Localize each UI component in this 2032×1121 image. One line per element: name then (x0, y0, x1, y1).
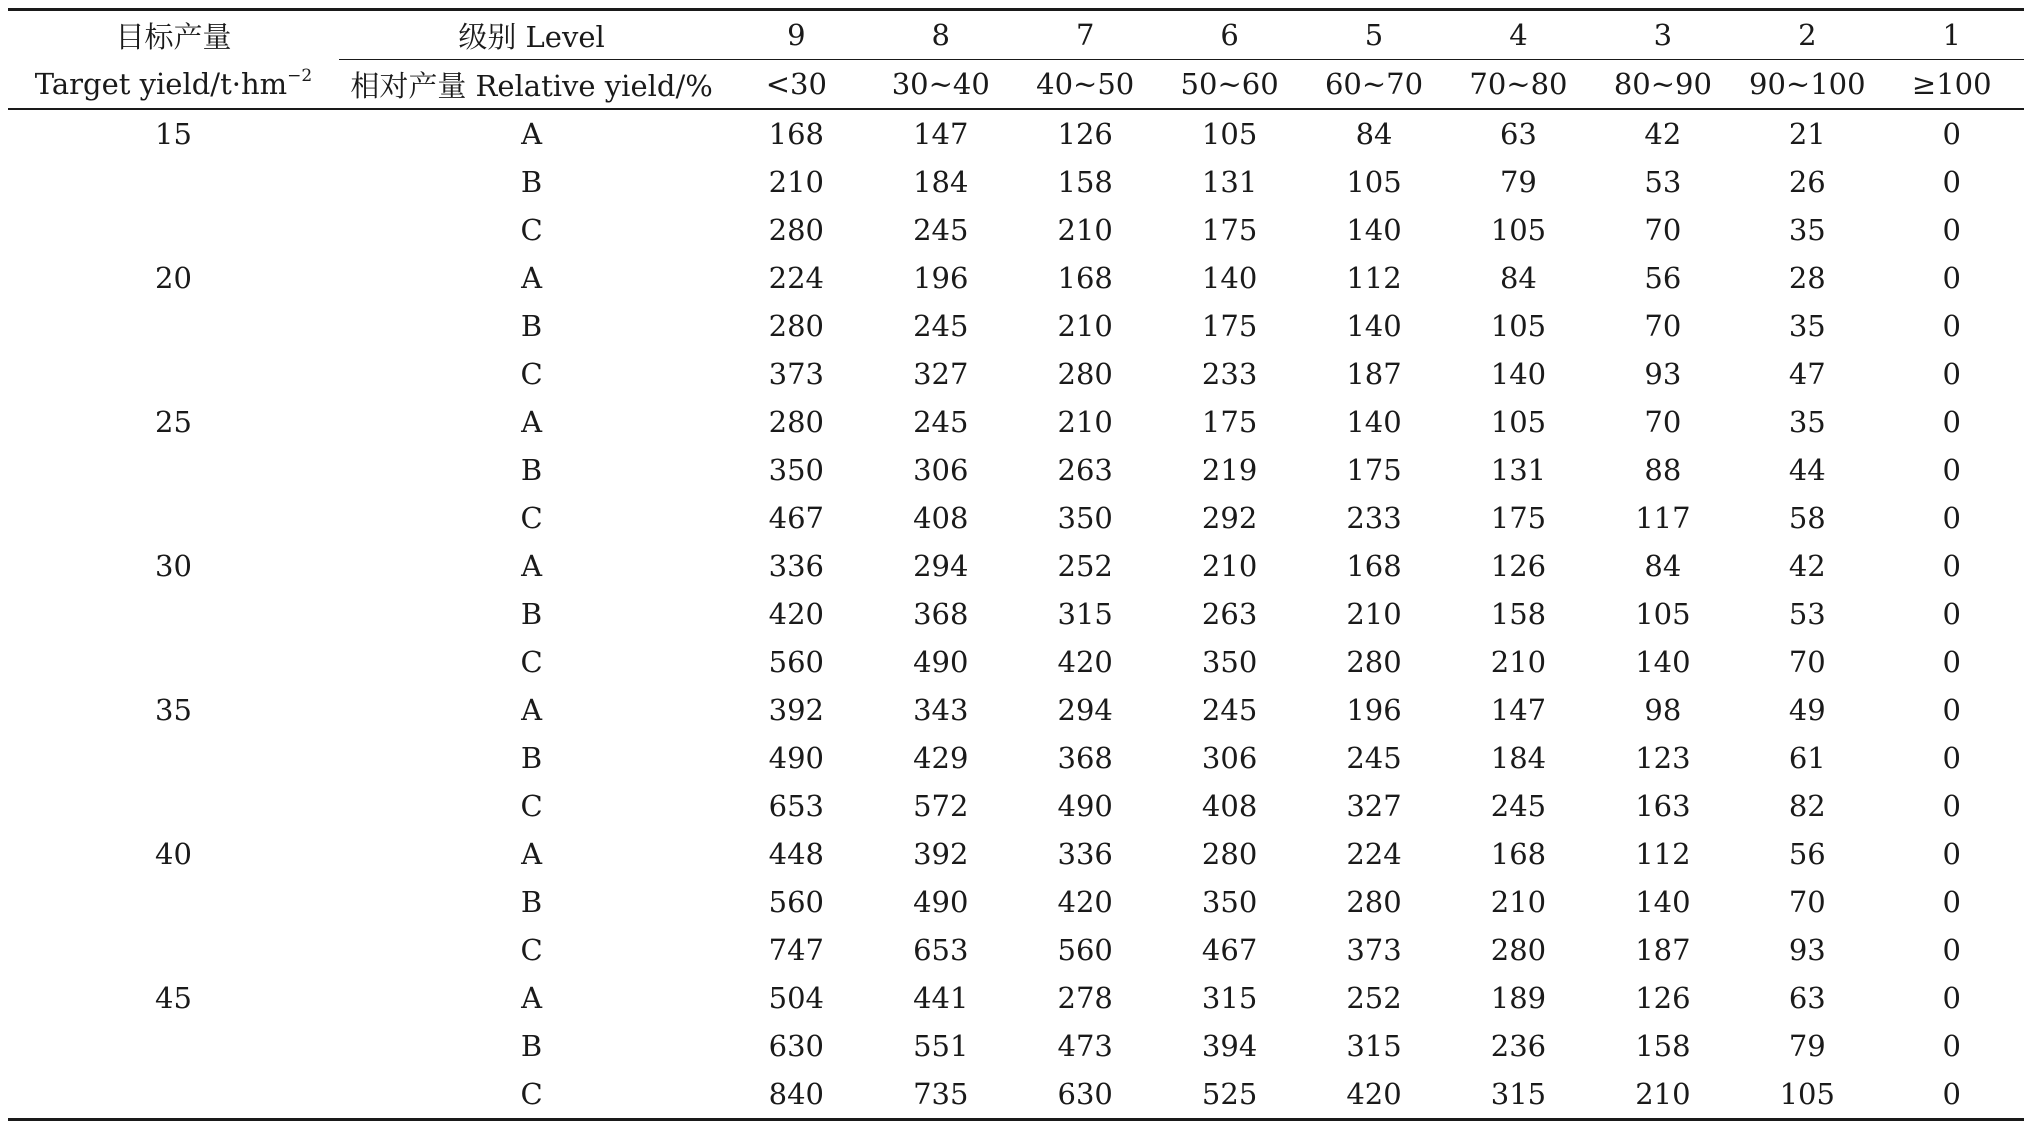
cell-value: 327 (1346, 789, 1402, 823)
cell-value: 233 (1346, 501, 1402, 535)
table-row (8, 158, 2024, 206)
cell-value: 105 (1490, 213, 1547, 247)
cell-target-yield: 40 (155, 837, 192, 871)
cell-value: 53 (1644, 165, 1682, 199)
cell-value: 224 (768, 261, 825, 295)
cell-value: 168 (1490, 837, 1547, 871)
cell-value: 350 (1201, 885, 1258, 919)
cell-value: 280 (768, 405, 825, 439)
cell-value: 245 (1346, 741, 1402, 775)
cell-value: 0 (1942, 645, 1961, 679)
cell-target-yield (8, 590, 339, 638)
cell-value: 28 (1788, 261, 1826, 295)
cell-value: 105 (1735, 1070, 1879, 1120)
cell-value: 112 (1346, 261, 1402, 295)
cell-value: 0 (1942, 453, 1961, 487)
cell-value: 245 (1490, 789, 1547, 823)
cell-grade: A (521, 549, 543, 583)
header-range: <30 (724, 60, 868, 110)
cell-value: 56 (1788, 837, 1826, 871)
cell-target-yield (8, 494, 339, 542)
cell-value: 0 (1942, 693, 1961, 727)
cell-value: 79 (1788, 1029, 1826, 1063)
cell-value: 140 (1635, 645, 1691, 679)
cell-value: 210 (1057, 309, 1113, 343)
cell-value: 187 (1635, 933, 1691, 967)
header-target-cn: 目标产量 (8, 10, 339, 60)
cell-value: 189 (1490, 981, 1547, 1015)
cell-value: 105 (1346, 165, 1402, 199)
cell-value: 420 (1057, 645, 1113, 679)
cell-value: 175 (1346, 453, 1402, 487)
table-row (8, 926, 2024, 974)
cell-value: 560 (768, 645, 825, 679)
cell-target-yield (8, 158, 339, 206)
cell-value: 210 (768, 165, 825, 199)
table-row (8, 590, 2024, 638)
cell-target-yield (8, 206, 339, 254)
cell-value: 473 (1057, 1029, 1113, 1063)
cell-value: 420 (1302, 1070, 1446, 1120)
cell-value: 187 (1346, 357, 1402, 391)
table-row (8, 830, 2024, 878)
cell-value: 105 (1490, 309, 1547, 343)
cell-value: 306 (913, 453, 969, 487)
header-row-levels (8, 10, 2024, 60)
header-range: 30~40 (869, 60, 1013, 110)
cell-value: 70 (1644, 405, 1682, 439)
cell-target-yield: 45 (155, 981, 192, 1015)
header-row-ranges (8, 60, 2024, 110)
cell-value: 35 (1788, 213, 1826, 247)
cell-value: 158 (1057, 165, 1113, 199)
cell-value: 280 (1346, 885, 1402, 919)
cell-value: 210 (1490, 885, 1547, 919)
cell-value: 105 (1490, 405, 1547, 439)
cell-value: 292 (1201, 501, 1258, 535)
cell-target-yield (8, 926, 339, 974)
cell-grade: B (520, 453, 543, 487)
cell-grade: C (520, 789, 543, 823)
table-row (8, 206, 2024, 254)
cell-value: 233 (1201, 357, 1258, 391)
cell-value: 93 (1788, 933, 1826, 967)
cell-value: 278 (1057, 981, 1113, 1015)
table-row (8, 302, 2024, 350)
cell-value: 373 (1346, 933, 1402, 967)
header-range: 70~80 (1446, 60, 1590, 110)
cell-value: 0 (1942, 213, 1961, 247)
cell-grade: A (521, 261, 543, 295)
cell-value: 504 (768, 981, 825, 1015)
cell-value: 70 (1788, 885, 1826, 919)
cell-value: 175 (1490, 501, 1547, 535)
cell-grade: B (520, 597, 543, 631)
cell-value: 653 (913, 933, 969, 967)
cell-value: 140 (1346, 213, 1402, 247)
table-row (8, 974, 2024, 1022)
table-header (8, 10, 2024, 110)
cell-value: 0 (1942, 357, 1961, 391)
cell-value: 158 (1635, 1029, 1691, 1063)
cell-value: 184 (913, 165, 969, 199)
cell-value: 315 (1346, 1029, 1402, 1063)
header-level: 9 (724, 10, 868, 60)
cell-value: 84 (1355, 117, 1393, 151)
table-row (8, 1070, 2024, 1120)
cell-value: 210 (1490, 645, 1547, 679)
cell-value: 0 (1880, 1070, 2025, 1120)
cell-value: 0 (1942, 261, 1961, 295)
cell-target-yield: 25 (155, 405, 192, 439)
cell-grade: C (339, 1070, 724, 1120)
cell-grade: A (521, 837, 543, 871)
cell-value: 280 (768, 309, 825, 343)
fertilizer-table (8, 8, 2024, 1121)
cell-value: 490 (913, 885, 969, 919)
cell-value: 245 (1201, 693, 1258, 727)
cell-value: 210 (1057, 405, 1113, 439)
cell-value: 168 (1057, 261, 1113, 295)
cell-value: 47 (1788, 357, 1826, 391)
cell-value: 0 (1942, 405, 1961, 439)
cell-value: 224 (1346, 837, 1402, 871)
cell-value: 315 (1446, 1070, 1590, 1120)
header-range: ≥100 (1880, 60, 2025, 110)
table-row (8, 350, 2024, 398)
cell-grade: B (520, 1029, 543, 1063)
cell-value: 63 (1499, 117, 1537, 151)
cell-value: 82 (1788, 789, 1826, 823)
cell-value: 420 (768, 597, 825, 631)
cell-value: 467 (768, 501, 825, 535)
cell-value: 467 (1201, 933, 1258, 967)
header-level: 5 (1302, 10, 1446, 60)
table-row (8, 878, 2024, 926)
cell-value: 58 (1788, 501, 1826, 535)
cell-target-yield (8, 350, 339, 398)
cell-value: 93 (1644, 357, 1682, 391)
cell-value: 105 (1201, 117, 1258, 151)
cell-grade: C (520, 213, 543, 247)
cell-target-yield (8, 1070, 339, 1120)
cell-value: 175 (1201, 309, 1258, 343)
cell-value: 560 (768, 885, 825, 919)
cell-value: 653 (768, 789, 825, 823)
cell-value: 306 (1201, 741, 1258, 775)
cell-value: 117 (1635, 501, 1691, 535)
cell-value: 126 (1057, 117, 1113, 151)
header-level: 8 (869, 10, 1013, 60)
cell-value: 429 (913, 741, 969, 775)
cell-value: 408 (913, 501, 969, 535)
cell-value: 336 (768, 549, 825, 583)
header-relative-label: 相对产量 Relative yield/% (339, 60, 724, 110)
cell-value: 210 (1201, 549, 1258, 583)
cell-value: 0 (1942, 933, 1961, 967)
header-range: 60~70 (1302, 60, 1446, 110)
cell-value: 21 (1788, 117, 1826, 151)
cell-value: 490 (913, 645, 969, 679)
cell-value: 490 (768, 741, 825, 775)
cell-value: 140 (1346, 309, 1402, 343)
cell-value: 42 (1788, 549, 1826, 583)
cell-target-yield (8, 446, 339, 494)
cell-value: 327 (913, 357, 969, 391)
cell-grade: A (521, 117, 543, 151)
cell-value: 236 (1490, 1029, 1547, 1063)
cell-value: 140 (1346, 405, 1402, 439)
cell-value: 44 (1788, 453, 1826, 487)
cell-value: 420 (1057, 885, 1113, 919)
cell-target-yield (8, 878, 339, 926)
cell-value: 126 (1635, 981, 1691, 1015)
cell-grade: A (521, 693, 543, 727)
cell-value: 0 (1942, 741, 1961, 775)
cell-value: 294 (913, 549, 969, 583)
cell-grade: C (520, 357, 543, 391)
cell-value: 131 (1490, 453, 1547, 487)
header-range: 50~60 (1157, 60, 1301, 110)
cell-value: 394 (1201, 1029, 1258, 1063)
cell-value: 280 (768, 213, 825, 247)
cell-value: 61 (1788, 741, 1826, 775)
cell-value: 368 (913, 597, 969, 631)
cell-value: 294 (1057, 693, 1113, 727)
cell-grade: A (521, 405, 543, 439)
header-level: 4 (1446, 10, 1590, 60)
cell-value: 441 (913, 981, 969, 1015)
cell-target-yield: 30 (155, 549, 192, 583)
table-row (8, 542, 2024, 590)
cell-grade: C (520, 933, 543, 967)
cell-value: 42 (1644, 117, 1682, 151)
cell-value: 0 (1942, 549, 1961, 583)
cell-value: 123 (1635, 741, 1691, 775)
cell-value: 126 (1490, 549, 1547, 583)
cell-value: 525 (1157, 1070, 1301, 1120)
cell-value: 168 (1346, 549, 1402, 583)
cell-target-yield (8, 638, 339, 686)
cell-value: 368 (1057, 741, 1113, 775)
cell-target-yield (8, 1022, 339, 1070)
cell-value: 315 (1057, 597, 1113, 631)
cell-value: 350 (768, 453, 825, 487)
cell-value: 572 (913, 789, 969, 823)
cell-value: 0 (1942, 885, 1961, 919)
cell-value: 35 (1788, 405, 1826, 439)
cell-value: 63 (1788, 981, 1826, 1015)
cell-value: 630 (768, 1029, 825, 1063)
table-row (8, 638, 2024, 686)
cell-value: 70 (1788, 645, 1826, 679)
cell-target-yield (8, 782, 339, 830)
cell-value: 747 (768, 933, 825, 967)
header-target-en-sup: −2 (287, 65, 313, 86)
table-row (8, 446, 2024, 494)
cell-grade: A (521, 981, 543, 1015)
cell-grade: B (520, 885, 543, 919)
cell-value: 252 (1057, 549, 1113, 583)
table-row (8, 398, 2024, 446)
cell-value: 280 (1201, 837, 1258, 871)
cell-value: 53 (1788, 597, 1826, 631)
cell-value: 245 (913, 405, 969, 439)
cell-value: 408 (1201, 789, 1258, 823)
cell-value: 0 (1942, 789, 1961, 823)
cell-value: 140 (1201, 261, 1258, 295)
cell-value: 210 (1057, 213, 1113, 247)
cell-grade: B (520, 165, 543, 199)
cell-value: 147 (1490, 693, 1547, 727)
header-range: 90~100 (1735, 60, 1879, 110)
cell-value: 112 (1635, 837, 1691, 871)
cell-value: 35 (1788, 309, 1826, 343)
cell-value: 0 (1942, 501, 1961, 535)
header-range: 80~90 (1591, 60, 1735, 110)
cell-value: 147 (913, 117, 969, 151)
cell-value: 88 (1644, 453, 1682, 487)
cell-value: 280 (1490, 933, 1547, 967)
cell-value: 263 (1201, 597, 1258, 631)
cell-value: 343 (913, 693, 969, 727)
cell-value: 26 (1788, 165, 1826, 199)
cell-value: 105 (1635, 597, 1691, 631)
table-row (8, 109, 2024, 158)
cell-value: 630 (1013, 1070, 1157, 1120)
cell-value: 560 (1057, 933, 1113, 967)
cell-value: 0 (1942, 309, 1961, 343)
cell-value: 49 (1788, 693, 1826, 727)
cell-value: 196 (1346, 693, 1402, 727)
cell-value: 131 (1201, 165, 1258, 199)
table-row (8, 254, 2024, 302)
cell-grade: C (520, 645, 543, 679)
cell-value: 252 (1346, 981, 1402, 1015)
cell-value: 175 (1201, 405, 1258, 439)
header-target-en-text: Target yield/t·hm (34, 66, 288, 101)
table-row (8, 686, 2024, 734)
cell-value: 735 (869, 1070, 1013, 1120)
header-target-en (8, 60, 339, 110)
cell-value: 140 (1490, 357, 1547, 391)
cell-grade: B (520, 309, 543, 343)
header-level-label: 级别 Level (339, 10, 724, 60)
cell-value: 140 (1635, 885, 1691, 919)
table-row (8, 494, 2024, 542)
cell-value: 315 (1201, 981, 1258, 1015)
cell-value: 373 (768, 357, 825, 391)
table-row (8, 1022, 2024, 1070)
cell-value: 0 (1942, 117, 1961, 151)
cell-value: 219 (1201, 453, 1258, 487)
cell-value: 336 (1057, 837, 1113, 871)
cell-value: 350 (1057, 501, 1113, 535)
cell-value: 392 (913, 837, 969, 871)
cell-value: 56 (1644, 261, 1682, 295)
cell-value: 84 (1644, 549, 1682, 583)
cell-value: 490 (1057, 789, 1113, 823)
cell-value: 0 (1942, 837, 1961, 871)
table-row (8, 734, 2024, 782)
cell-value: 70 (1644, 213, 1682, 247)
cell-value: 163 (1635, 789, 1691, 823)
cell-grade: B (520, 741, 543, 775)
header-level: 6 (1157, 10, 1301, 60)
cell-value: 196 (913, 261, 969, 295)
header-range: 40~50 (1013, 60, 1157, 110)
cell-value: 551 (913, 1029, 969, 1063)
cell-value: 280 (1057, 357, 1113, 391)
cell-value: 168 (768, 117, 825, 151)
cell-value: 0 (1942, 981, 1961, 1015)
cell-value: 350 (1201, 645, 1258, 679)
cell-value: 263 (1057, 453, 1113, 487)
table-row (8, 782, 2024, 830)
header-level: 3 (1591, 10, 1735, 60)
cell-value: 210 (1346, 597, 1402, 631)
cell-value: 245 (913, 309, 969, 343)
cell-value: 70 (1644, 309, 1682, 343)
cell-value: 175 (1201, 213, 1258, 247)
cell-target-yield: 20 (155, 261, 192, 295)
cell-value: 79 (1499, 165, 1537, 199)
cell-value: 840 (724, 1070, 868, 1120)
cell-value: 210 (1591, 1070, 1735, 1120)
cell-value: 98 (1644, 693, 1682, 727)
cell-target-yield: 15 (155, 117, 192, 151)
cell-value: 184 (1490, 741, 1547, 775)
cell-target-yield: 35 (155, 693, 192, 727)
cell-value: 0 (1942, 165, 1961, 199)
cell-value: 84 (1499, 261, 1537, 295)
cell-value: 245 (913, 213, 969, 247)
header-level: 2 (1735, 10, 1879, 60)
cell-value: 158 (1490, 597, 1547, 631)
cell-value: 392 (768, 693, 825, 727)
cell-target-yield (8, 302, 339, 350)
cell-value: 448 (768, 837, 825, 871)
header-level: 1 (1880, 10, 2025, 60)
cell-value: 0 (1942, 597, 1961, 631)
cell-grade: C (520, 501, 543, 535)
header-level: 7 (1013, 10, 1157, 60)
cell-target-yield (8, 734, 339, 782)
cell-value: 280 (1346, 645, 1402, 679)
table-body (8, 109, 2024, 1120)
cell-value: 0 (1942, 1029, 1961, 1063)
